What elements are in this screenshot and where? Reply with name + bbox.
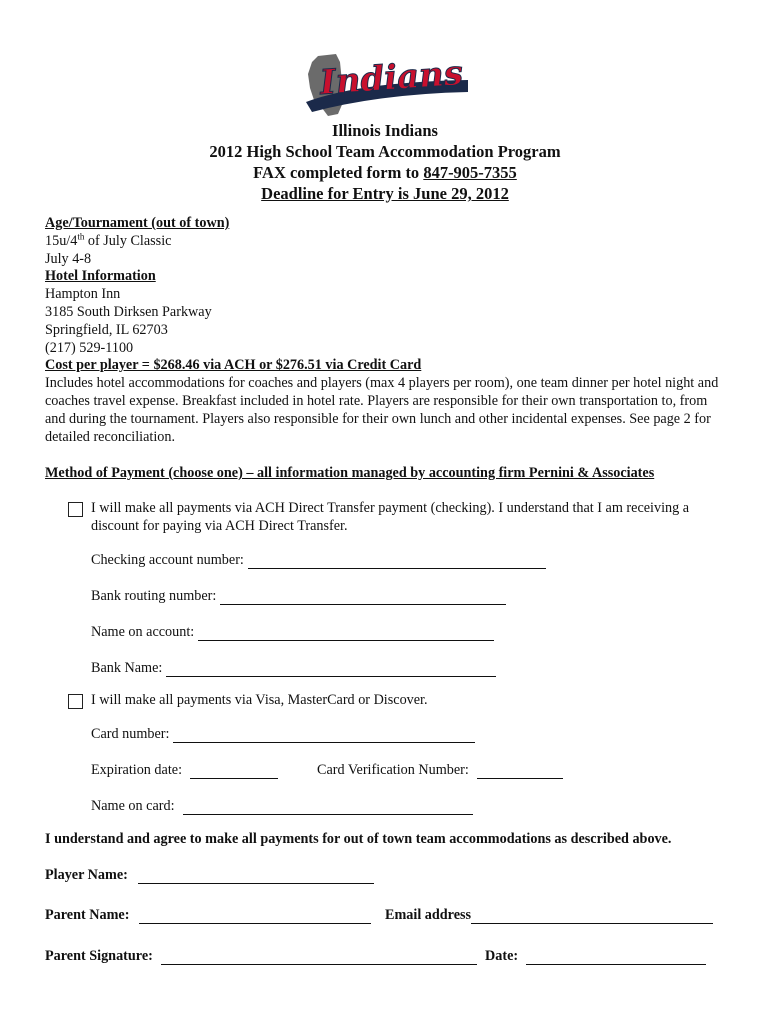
agreement-statement: I understand and agree to make all payments for out of town team accommodations as described above. bbox=[45, 831, 672, 847]
expiration-blank[interactable] bbox=[190, 764, 278, 779]
cvn-blank[interactable] bbox=[477, 764, 563, 779]
cvn-label: Card Verification Number: bbox=[317, 762, 469, 778]
email-blank[interactable] bbox=[471, 909, 713, 924]
cost-heading: Cost per player = $268.46 via ACH or $276.51 via Credit Card bbox=[45, 357, 422, 374]
program-title: 2012 High School Team Accommodation Program bbox=[209, 142, 561, 161]
name-on-account-blank[interactable] bbox=[198, 626, 494, 641]
player-name-blank[interactable] bbox=[138, 869, 374, 884]
routing-number-blank[interactable] bbox=[220, 590, 506, 605]
parent-signature-label: Parent Signature: bbox=[45, 948, 153, 964]
email-field[interactable] bbox=[385, 907, 713, 924]
checking-account-field[interactable] bbox=[91, 552, 546, 569]
bank-name-blank[interactable] bbox=[166, 662, 496, 677]
card-option-text: I will make all payments via Visa, MasterCard or Discover. bbox=[91, 692, 428, 708]
parent-name-label: Parent Name: bbox=[45, 907, 130, 923]
org-name: Illinois Indians bbox=[332, 121, 438, 140]
bank-name-field[interactable] bbox=[91, 660, 496, 677]
email-label: Email address bbox=[385, 907, 472, 923]
checking-account-label: Checking account number: bbox=[91, 552, 244, 568]
card-checkbox[interactable] bbox=[68, 694, 83, 709]
ach-checkbox[interactable] bbox=[68, 502, 83, 517]
card-number-label: Card number: bbox=[91, 726, 170, 742]
tournament-name bbox=[45, 233, 725, 251]
date-blank[interactable] bbox=[526, 950, 706, 965]
player-name-field[interactable] bbox=[45, 867, 374, 884]
fax-prefix: FAX completed form to bbox=[253, 163, 424, 182]
date-label: Date: bbox=[485, 948, 519, 964]
name-on-card-label: Name on card: bbox=[91, 798, 175, 814]
parent-name-blank[interactable] bbox=[139, 909, 371, 924]
card-number-blank[interactable] bbox=[173, 728, 475, 743]
routing-number-field[interactable] bbox=[91, 588, 506, 605]
svg-text:Indians: Indians bbox=[318, 53, 465, 104]
name-on-card-blank[interactable] bbox=[183, 800, 473, 815]
checking-account-blank[interactable] bbox=[248, 554, 546, 569]
name-on-account-field[interactable] bbox=[91, 624, 494, 641]
parent-signature-field[interactable] bbox=[45, 948, 477, 965]
name-on-card-field[interactable] bbox=[91, 798, 473, 815]
date-field[interactable] bbox=[485, 948, 706, 965]
hotel-city: Springfield, IL 62703 bbox=[45, 321, 168, 338]
indians-logo bbox=[300, 52, 472, 118]
hotel-name: Hampton Inn bbox=[45, 286, 121, 303]
details-section bbox=[45, 215, 725, 446]
fax-line bbox=[0, 162, 770, 183]
hotel-phone: (217) 529-1100 bbox=[45, 339, 134, 356]
expiration-field[interactable] bbox=[91, 762, 278, 779]
tournament-name-suffix: of July Classic bbox=[84, 232, 172, 249]
cvn-field[interactable] bbox=[317, 762, 563, 779]
parent-name-field[interactable] bbox=[45, 907, 371, 924]
hotel-street: 3185 South Dirksen Parkway bbox=[45, 303, 212, 320]
ach-option-text: I will make all payments via ACH Direct Transfer payment (checking). I understand that I am receiving a discount for paying via ACH Direct Transfer. bbox=[91, 500, 690, 534]
player-name-label: Player Name: bbox=[45, 867, 128, 883]
expiration-label: Expiration date: bbox=[91, 762, 183, 778]
payment-heading: Method of Payment (choose one) – all information managed by accounting firm Pernini & Associates bbox=[45, 465, 655, 481]
form-header bbox=[0, 120, 770, 204]
deadline: Deadline for Entry is June 29, 2012 bbox=[261, 184, 509, 203]
tournament-name-prefix: 15u/4 bbox=[45, 232, 78, 249]
card-number-field[interactable] bbox=[91, 726, 475, 743]
fax-number: 847-905-7355 bbox=[423, 163, 517, 182]
tournament-heading: Age/Tournament (out of town) bbox=[45, 215, 230, 231]
hotel-heading: Hotel Information bbox=[45, 268, 156, 285]
name-on-account-label: Name on account: bbox=[91, 624, 195, 640]
cost-description: Includes hotel accommodations for coaches and players (max 4 players per room), one team dinner per hotel night and coaches travel expense. Breakfast included in hotel rate. Players are responsible for their own transportation to, from and during the tournament. Players also responsible for their own lunch and other incidental expenses. See page 2 for detailed reconciliation. bbox=[45, 375, 719, 445]
tournament-name-sup: th bbox=[77, 231, 85, 242]
bank-name-label: Bank Name: bbox=[91, 660, 163, 676]
parent-signature-blank[interactable] bbox=[161, 950, 477, 965]
tournament-dates: July 4-8 bbox=[45, 250, 92, 267]
routing-number-label: Bank routing number: bbox=[91, 588, 217, 604]
